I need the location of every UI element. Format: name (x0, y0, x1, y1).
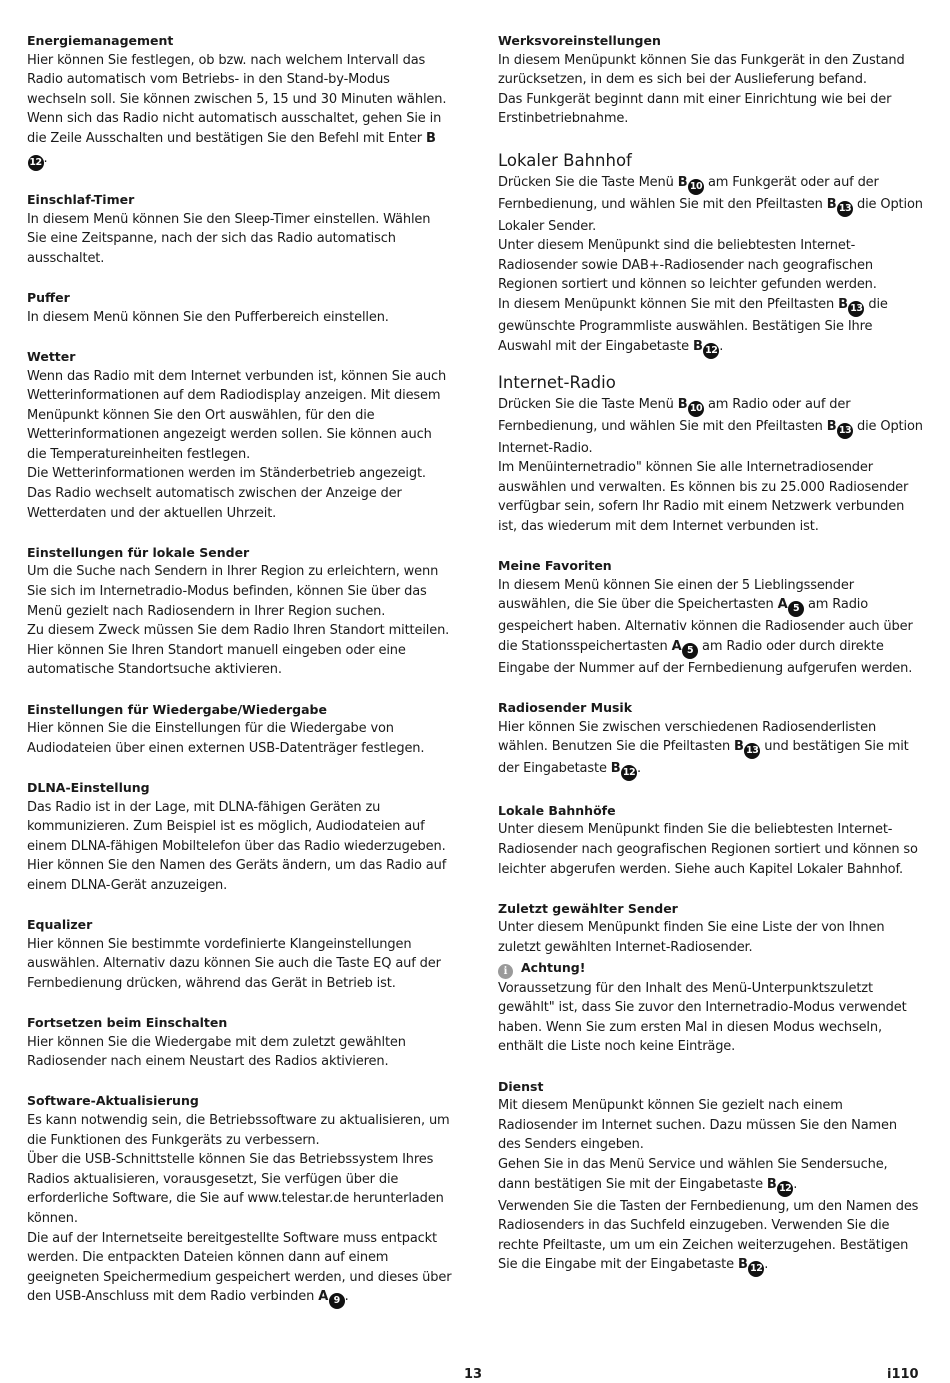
paragraph: Hier können Sie bestimmte vordefinierte Klangeinstellungen auswählen. Alternativ dazu können Sie auch die Taste EQ auf der Fernbedienung drücken, während das Gerät in Betrieb ist. (27, 936, 441, 991)
number-badge: 12 (621, 765, 637, 781)
paragraph: Unter diesem Menüpunkt finden Sie die beliebtesten Internet-Radiosender nach geografischen Regionen sortiert und können so leichter abgerufen werden. Siehe auch Kapitel Lokaler Bahnhof. (498, 822, 918, 877)
key-reference: B (734, 739, 744, 755)
key-reference: A (671, 638, 682, 654)
chapter-title: Internet-Radio (498, 372, 616, 392)
section-lokale-sender (27, 543, 452, 680)
model-name: i110 (887, 1367, 919, 1382)
key-reference: A (777, 597, 788, 613)
paragraph: Unter diesem Menüpunkt sind die beliebtesten Internet-Radiosender sowie DAB+-Radiosender nach geografischen Regionen sortiert und können so leichter gefunden werden. (498, 238, 877, 293)
section-title: Einstellungen für Wiedergabe/Wiedergabe (27, 701, 327, 717)
section-meine-favoriten (498, 556, 923, 678)
key-reference: B (677, 174, 688, 190)
paragraph: Das Radio ist in der Lage, mit DLNA-fähigen Geräten zu kommunizieren. Zum Beispiel ist es möglich, Audiodateien auf einem DLNA-fähigen Mobiltelefon über das Radio wiederzugeben. Hier können Sie den Namen des Geräts ändern, um das Radio auf einem DLNA-Gerät anzuzeigen. (27, 799, 447, 893)
number-badge: 5 (682, 643, 698, 659)
page-number: 13 (464, 1367, 483, 1382)
info-icon: i (498, 964, 513, 979)
section-title: Dienst (498, 1078, 544, 1094)
section-dienst (498, 1077, 923, 1278)
section-energiemanagement (27, 31, 452, 171)
warning-label: Achtung! (521, 959, 586, 975)
number-badge: 5 (788, 601, 804, 617)
paragraph: Um die Suche nach Sendern in Ihrer Region zu erleichtern, wenn Sie sich im Internetradio-Modus befinden, können Sie über das Menü gezielt nach Radiosendern in Ihrer Region suchen. (27, 564, 439, 619)
section-zuletzt-gewaehlt (498, 899, 923, 1057)
number-badge: 10 (688, 179, 704, 195)
number-badge: 10 (688, 401, 704, 417)
section-title: Fortsetzen beim Einschalten (27, 1015, 228, 1031)
section-title: Einschlaf-Timer (27, 192, 135, 208)
paragraph: In diesem Menü können Sie einen der 5 Lieblingssender auswählen, die Sie über die Speichertasten A 5 am Radio gespeichert haben. Alternativ können die Radiosender auch über die Stationsspeichertasten A 5 am Radio oder durch direkte Eingabe der Nummer auf der Fernbedienung aufgerufen werden. (498, 577, 913, 676)
section-title: Einstellungen für lokale Sender (27, 544, 250, 560)
number-badge: 9 (329, 1293, 345, 1309)
section-title: Energiemanagement (27, 33, 174, 48)
paragraph: Hier können Sie die Wiedergabe mit dem zuletzt gewählten Radiosender nach einem Neustart des Radios aktivieren. (27, 1034, 406, 1070)
section-title: Puffer (27, 290, 70, 306)
chapter-title: Lokaler Bahnhof (498, 150, 632, 170)
paragraph: Die Wetterinformationen werden im Ständerbetrieb angezeigt. Das Radio wechselt automatisch zwischen der Anzeige der Wetterdaten und der aktuellen Uhrzeit. (27, 466, 426, 521)
section-title: DLNA-Einstellung (27, 779, 150, 795)
paragraph: In diesem Menü können Sie den Pufferbereich einstellen. (27, 309, 389, 325)
key-reference: A (318, 1289, 329, 1305)
paragraph: Die auf der Internetseite bereitgestellte Software muss entpackt werden. Die entpackten Dateien können dann auf einem geeigneten Speichermedium gespeichert werden, und dieses über den USB-Anschluss mit dem Radio verbinden A 9 . (27, 1229, 452, 1310)
number-badge: 12 (28, 155, 44, 171)
key-reference: B (838, 296, 848, 312)
number-badge: 13 (837, 201, 853, 217)
paragraph: Verwenden Sie die Tasten der Fernbedienung, um den Namen des Radiosenders in das Suchfeld einzugeben. Verwenden Sie die rechte Pfeiltaste, um um ein Zeichen weiterzugehen. Bestätigen Sie die Eingabe mit der Eingabetaste B 12 . (498, 1197, 923, 1278)
number-badge: 12 (777, 1181, 793, 1197)
section-einschlaf-timer (27, 190, 452, 268)
paragraph: Drücken Sie die Taste Menü B 10 am Funkgerät oder auf der Fernbedienung, und wählen Sie mit den Pfeiltasten B 13 die Option Lokaler Sender. (498, 174, 923, 234)
section-title: Software-Aktualisierung (27, 1093, 199, 1109)
section-wiedergabe (27, 700, 452, 759)
paragraph: Mit diesem Menüpunkt können Sie gezielt nach einem Radiosender im Internet suchen. Dazu müssen Sie den Namen des Senders eingeben. (498, 1098, 897, 1153)
section-title: Equalizer (27, 917, 93, 933)
key-reference: B (610, 761, 621, 777)
section-title: Werksvoreinstellungen (498, 33, 661, 48)
section-radiosender-musik (498, 698, 923, 781)
number-badge: 13 (744, 743, 760, 759)
section-werksvoreinstellungen (498, 31, 923, 129)
paragraph: Über die USB-Schnittstelle können Sie das Betriebssystem Ihres Radios aktualisieren, vorausgesetzt, Sie verfügen über die erforderliche Software, die Sie auf www.telestar.de herunterladen können. (27, 1152, 444, 1227)
section-wetter (27, 347, 452, 523)
paragraph: Wenn sich das Radio nicht automatisch ausschaltet, gehen Sie in die Zeile Ausschalten und bestätigen Sie den Befehl mit Enter B12 . (27, 109, 452, 170)
paragraph: In diesem Menüpunkt können Sie das Funkgerät in den Zustand zurücksetzen, in dem es sich bei der Auslieferung befand. (498, 52, 905, 88)
section-lokaler-bahnhof (498, 149, 923, 359)
key-reference: B (677, 396, 688, 412)
paragraph: In diesem Menü können Sie den Sleep-Timer einstellen. Wählen Sie eine Zeitspanne, nach der sich das Radio automatisch ausschaltet. (27, 211, 431, 266)
section-title: Wetter (27, 348, 76, 364)
key-reference: B (826, 418, 837, 434)
paragraph: Im Menüinternetradio" können Sie alle Internetradiosender auswählen und verwalten. Es können bis zu 25.000 Radiosender verfügbar sein, sofern Ihr Radio mit einem Netzwerk verbunden ist, das wiederum mit dem Internet verbunden ist. (498, 460, 909, 534)
section-title: Zuletzt gewählter Sender (498, 900, 678, 916)
paragraph: Hier können Sie zwischen verschiedenen Radiosenderlisten wählen. Benutzen Sie die Pfeiltasten B 13 und bestätigen Sie mit der Eingabetaste B 12 . (498, 718, 923, 782)
paragraph: Zu diesem Zweck müssen Sie dem Radio Ihren Standort mitteilen. Hier können Sie Ihren Standort manuell eingeben oder eine automatische Standortsuche aktivieren. (27, 623, 450, 678)
section-lokale-bahnhoefe (498, 801, 923, 879)
section-software (27, 1091, 452, 1309)
section-puffer (27, 288, 452, 327)
paragraph: Das Funkgerät beginnt dann mit einer Einrichtung wie bei der Erstinbetriebnahme. (498, 91, 892, 127)
left-column (27, 31, 452, 1329)
key-reference: B (425, 130, 436, 146)
paragraph: Unter diesem Menüpunkt finden Sie eine Liste der von Ihnen zuletzt gewählten Internet-Radiosender. (498, 920, 885, 955)
section-title: Lokale Bahnhöfe (498, 802, 616, 818)
paragraph: Es kann notwendig sein, die Betriebssoftware zu aktualisieren, um die Funktionen des Funkgeräts zu verbessern. (27, 1113, 450, 1148)
key-reference: B (766, 1176, 777, 1192)
section-equalizer (27, 915, 452, 993)
paragraph: In diesem Menüpunkt können Sie mit den Pfeiltasten B 13 die gewünschte Programmliste auswählen. Bestätigen Sie Ihre Auswahl mit der Eingabetaste B 12 . (498, 295, 923, 359)
key-reference: B (737, 1257, 748, 1273)
paragraph: Gehen Sie in das Menü Service und wählen Sie Sendersuche, dann bestätigen Sie mit der Eingabetaste B 12 . (498, 1155, 923, 1197)
section-dlna (27, 778, 452, 896)
number-badge: 12 (703, 343, 719, 359)
paragraph: Voraussetzung für den Inhalt des Menü-Unterpunktszuletzt gewählt" ist, dass Sie zuvor den Internetradio-Modus verwendet haben. Wenn Sie zum ersten Mal in diesen Modus wechseln, enthält die Liste noch keine Einträge. (498, 980, 907, 1055)
key-reference: B (826, 196, 837, 212)
key-reference: B (692, 338, 703, 354)
paragraph: Drücken Sie die Taste Menü B 10 am Radio oder auf der Fernbedienung, und wählen Sie mit den Pfeiltasten B 13 die Option Internet-Radio. (498, 396, 923, 456)
number-badge: 12 (748, 1261, 764, 1277)
section-internet-radio (498, 371, 923, 537)
section-fortsetzen (27, 1013, 452, 1072)
paragraph: Wenn das Radio mit dem Internet verbunden ist, können Sie auch Wetterinformationen auf dem Radiodisplay anzeigen. Mit diesem Menüpunkt können Sie den Ort auswählen, für den die Wetterinformationen angezeigt werden sollen. Sie können auch die Temperatureinheiten festlegen. (27, 368, 447, 462)
right-column (498, 31, 923, 1297)
section-title: Meine Favoriten (498, 558, 612, 574)
paragraph: Hier können Sie die Einstellungen für die Wiedergabe von Audiodateien über einen externen USB-Datenträger festlegen. (27, 721, 425, 756)
number-badge: 13 (837, 423, 853, 439)
number-badge: 13 (848, 301, 864, 317)
paragraph: Hier können Sie festlegen, ob bzw. nach welchem Intervall das Radio automatisch vom Betriebs- in den Stand-by-Modus wechseln soll. Sie können zwischen 5, 15 und 30 Minuten wählen. (27, 52, 447, 107)
section-title: Radiosender Musik (498, 700, 633, 716)
warning-line (498, 958, 923, 979)
